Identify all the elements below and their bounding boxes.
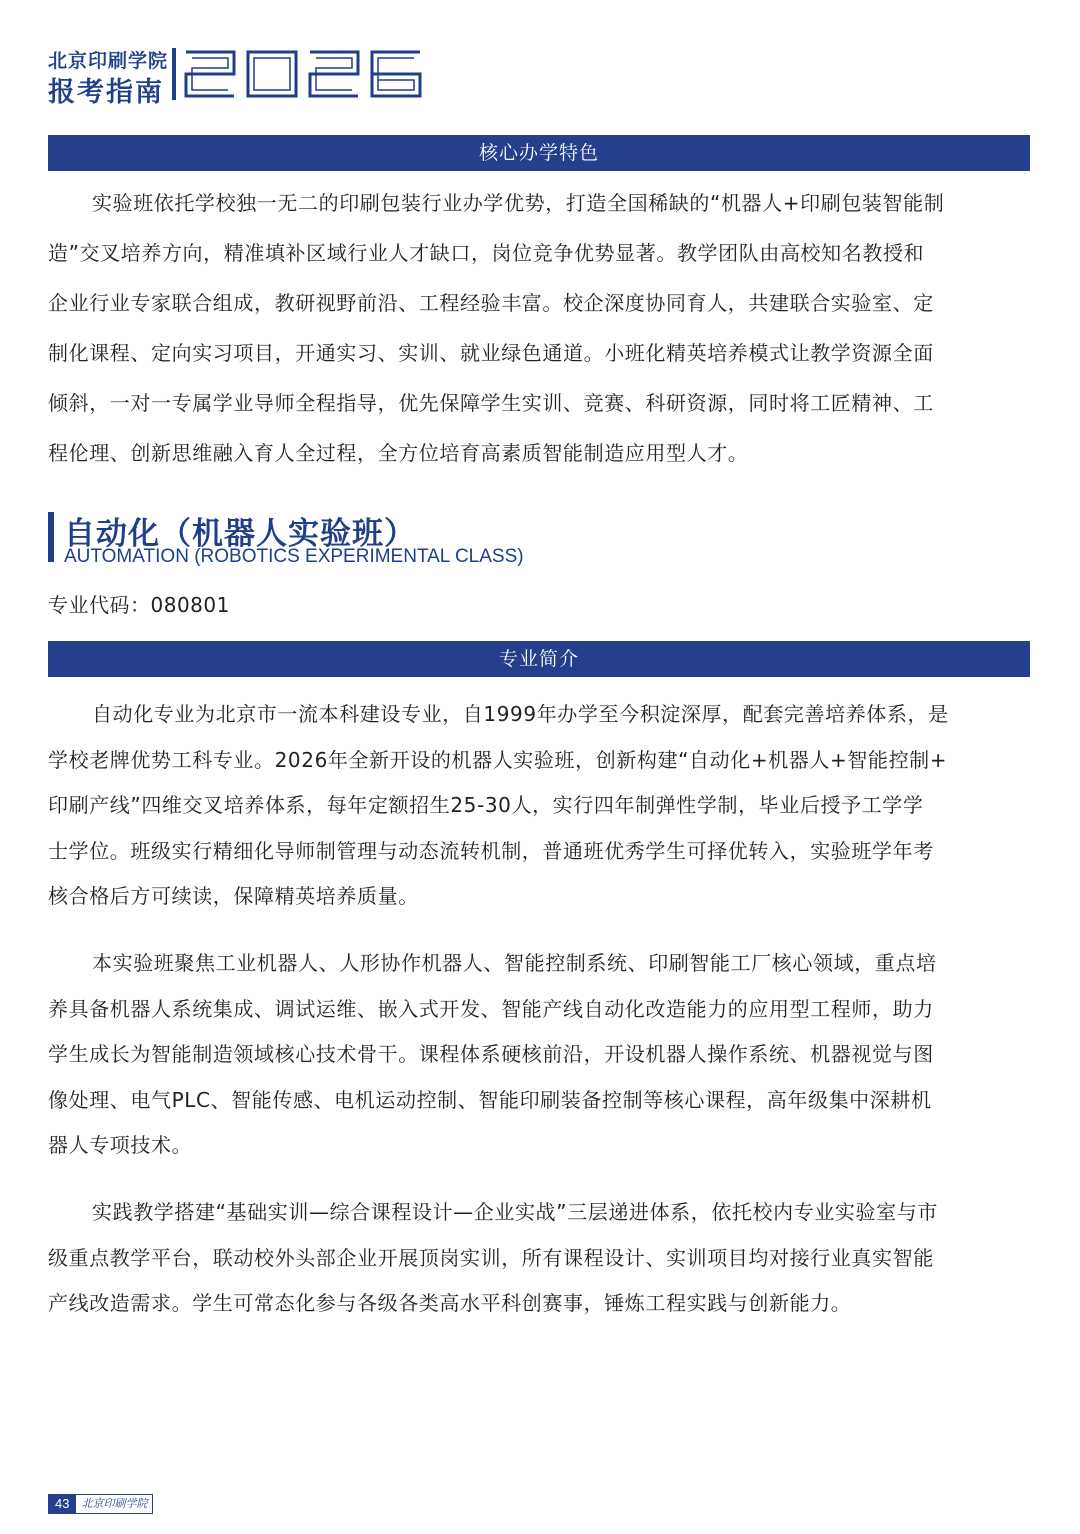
- text-line: 本实验班聚焦工业机器人、人形协作机器人、智能控制系统、印刷智能工厂核心领域，重点培: [92, 951, 937, 975]
- text-line: 产线改造需求。学生可常态化参与各级各类高水平科创赛事，锤炼工程实践与创新能力。: [48, 1291, 852, 1315]
- footer-school-logo: 北京印刷学院: [76, 1494, 153, 1514]
- text-line: 自动化专业为北京市一流本科建设专业，自1999年办学至今积淀深厚，配套完善培养体系，是: [92, 702, 949, 726]
- text-line: 倾斜，一对一专属学业导师全程指导，优先保障学生实训、竞赛、科研资源，同时将工匠精神、工: [48, 391, 934, 415]
- major-code: 专业代码：080801: [48, 593, 230, 617]
- major-title-accent-bar: [48, 512, 54, 562]
- text-line: 像处理、电气PLC、智能传感、电机运动控制、智能印刷装备控制等核心课程，高年级集中深耕机: [48, 1087, 932, 1112]
- text-line: 企业行业专家联合组成，教研视野前沿、工程经验丰富。校企深度协同育人，共建联合实验室、定: [48, 291, 934, 315]
- text-line: 学生成长为智能制造领域核心技术骨干。课程体系硬核前沿，开设机器人操作系统、机器视觉与图: [48, 1042, 934, 1066]
- text-line: 制化课程、定向实习项目，开通实习、实训、就业绿色通道。小班化精英培养模式让教学资源全面: [48, 341, 934, 365]
- intro-paragraph-1: [48, 692, 1030, 920]
- intro-paragraph-3: [48, 1190, 1030, 1327]
- page-footer: [48, 1494, 153, 1514]
- text-line: 核合格后方可续读，保障精英培养质量。: [48, 884, 419, 908]
- text-line: 实验班依托学校独一无二的印刷包装行业办学优势，打造全国稀缺的“机器人+印刷包装智能制: [92, 191, 945, 215]
- text-line: 器人专项技术。: [48, 1133, 193, 1157]
- header-divider: [172, 48, 176, 100]
- page-number: 43: [48, 1494, 76, 1514]
- text-line: 程伦理、创新思维融入育人全过程，全方位培育高素质智能制造应用型人才。: [48, 441, 749, 465]
- header-school-name: 北京印刷学院: [48, 50, 169, 72]
- major-subtitle: AUTOMATION (ROBOTICS EXPERIMENTAL CLASS): [64, 546, 524, 567]
- header-guide-title: 报考指南: [48, 77, 164, 108]
- header-year-graphic: [182, 46, 432, 102]
- text-line: 实践教学搭建“基础实训—综合课程设计—企业实战”三层递进体系，依托校内专业实验室与市: [92, 1200, 938, 1224]
- text-line: 造”交叉培养方向，精准填补区域行业人才缺口，岗位竞争优势显著。教学团队由高校知名教授和: [48, 241, 925, 265]
- text-line: 级重点教学平台，联动校外头部企业开展顶岗实训，所有课程设计、实训项目均对接行业真实智能: [48, 1245, 934, 1270]
- text-line: 印刷产线”四维交叉培养体系，每年定额招生25-30人，实行四年制弹性学制，毕业后授予工学学: [48, 793, 924, 817]
- features-paragraph: [48, 178, 1030, 478]
- text-line: 士学位。班级实行精细化导师制管理与动态流转机制，普通班优秀学生可择优转入，实验班学年考: [48, 838, 934, 863]
- intro-paragraph-2: [48, 941, 1030, 1169]
- major-title: 自动化（机器人实验班）: [64, 516, 416, 552]
- text-line: 学校老牌优势工科专业。2026年全新开设的机器人实验班，创新构建“自动化+机器人+智能控制+: [48, 747, 948, 772]
- text-line: 养具备机器人系统集成、调试运维、嵌入式开发、智能产线自动化改造能力的应用型工程师，助力: [48, 996, 934, 1021]
- page-header: [48, 44, 448, 108]
- section-band-intro: 专业简介: [48, 641, 1030, 677]
- section-band-features: 核心办学特色: [48, 135, 1030, 171]
